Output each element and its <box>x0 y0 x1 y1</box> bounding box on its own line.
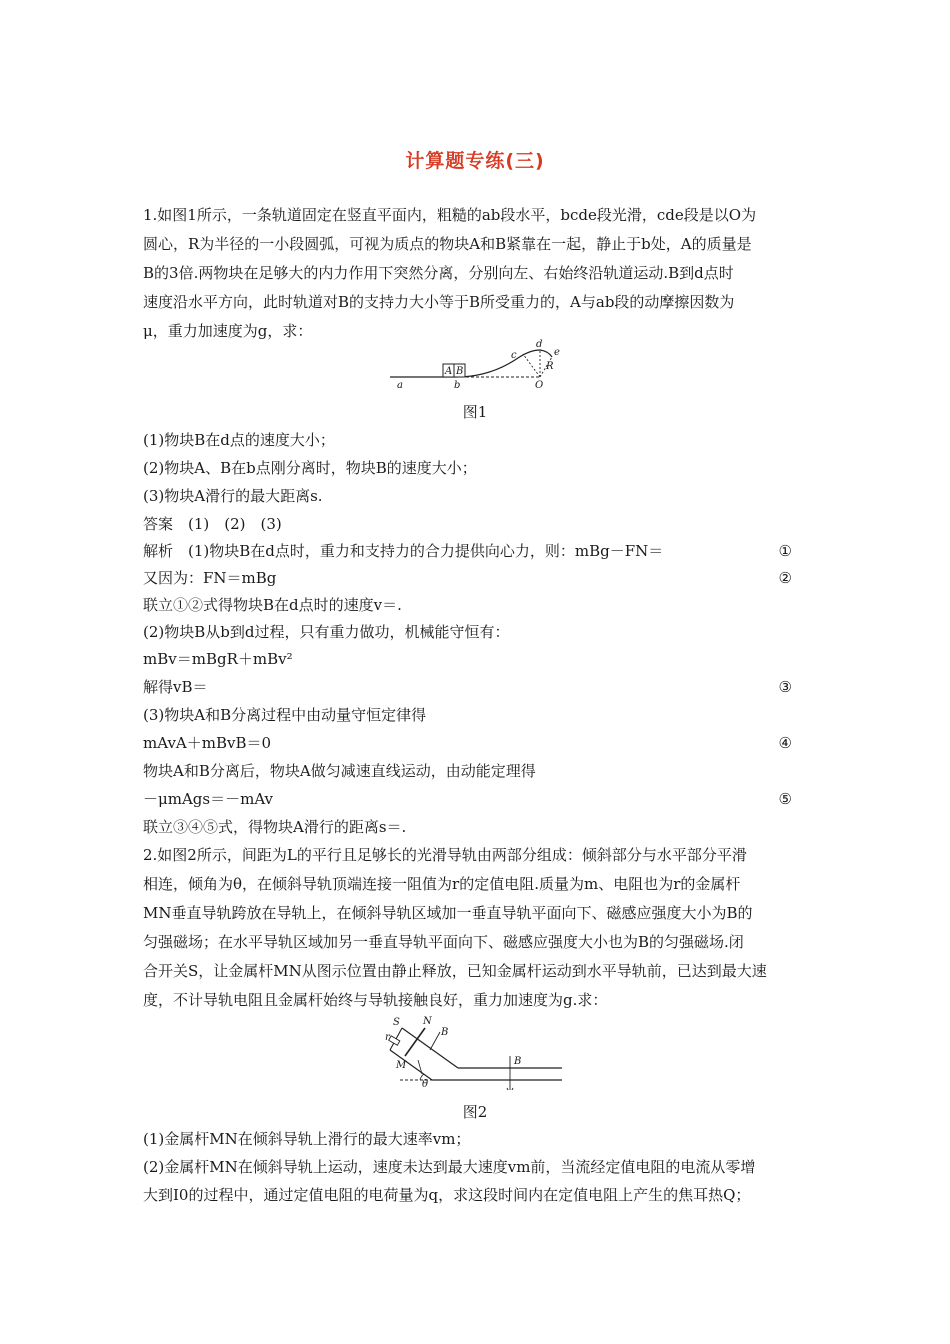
analysis-line: (3)物块A和B分离过程中由动量守恒定律得 <box>143 706 427 724</box>
analysis-line: 联立①②式得物块B在d点时的速度v＝. <box>143 596 402 614</box>
label-d: d <box>536 339 543 350</box>
label-b: b <box>454 380 461 391</box>
q1-line: B的3倍.两物块在足够大的内力作用下突然分离，分别向左、右始终沿轨道运动.B到d点时 <box>143 264 734 282</box>
q1-line: μ，重力加速度为g，求： <box>143 322 313 340</box>
q2-line: MN垂直导轨跨放在导轨上，在倾斜导轨区域加一垂直导轨平面向下、磁感应强度大小为B的 <box>143 904 753 922</box>
q1-line: 1.如图1所示，一条轨道固定在竖直平面内，粗糙的ab段水平，bcde段光滑，cde段是以O为 <box>143 206 757 224</box>
analysis-line: －μmAgs＝－mAv <box>143 790 274 808</box>
q2-line: 度，不计导轨电阻且金属杆始终与导轨接触良好，重力加速度为g.求： <box>143 991 608 1009</box>
figure-1 <box>390 336 570 396</box>
q2-part: 大到I0的过程中，通过定值电阻的电荷量为q，求这段时间内在定值电阻上产生的焦耳热Q； <box>143 1186 751 1204</box>
label-e: e <box>554 347 560 358</box>
q2-line: 2.如图2所示，间距为L的平行且足够长的光滑导轨由两部分组成：倾斜部分与水平部分平滑 <box>143 846 747 864</box>
figure-2-caption: 图2 <box>462 1103 488 1121</box>
label-R: R <box>546 361 554 372</box>
q2-part: (2)金属杆MN在倾斜导轨上运动，速度未达到最大速度vm前，当流经定值电阻的电流从零增 <box>143 1158 756 1176</box>
analysis-line: 物块A和B分离后，物块A做匀减速直线运动，由动能定理得 <box>143 762 536 780</box>
track-bcde <box>456 350 552 377</box>
analysis-line: (2)物块B从b到d过程，只有重力做功，机械能守恒有： <box>143 623 510 641</box>
analysis-line: 联立③④⑤式，得物块A滑行的距离s＝. <box>143 818 407 836</box>
label-O: O <box>535 380 544 391</box>
q1-part: (1)物块B在d点的速度大小； <box>143 431 335 449</box>
resistor-r <box>389 1036 400 1045</box>
q1-part: (3)物块A滑行的最大距离s. <box>143 487 323 505</box>
figure-1-caption: 图1 <box>462 403 488 421</box>
q2-part: (1)金属杆MN在倾斜导轨上滑行的最大速率vm； <box>143 1130 471 1148</box>
equation-number: ③ <box>778 678 792 696</box>
label-A: A <box>445 366 453 377</box>
equation-number: ① <box>778 542 792 560</box>
q2-line: 匀强磁场；在水平导轨区域加另一垂直导轨平面向下、磁感应强度大小也为B的匀强磁场.闭 <box>143 933 744 951</box>
q2-line: 相连，倾角为θ，在倾斜导轨顶端连接一阻值为r的定值电阻.质量为m、电阻也为r的金属杆 <box>143 875 741 893</box>
analysis-line: 解得vB＝ <box>143 678 208 696</box>
figure-2 <box>380 1010 570 1090</box>
label-M: M <box>396 1060 407 1071</box>
page-title: 计算题专练(三) <box>405 150 545 172</box>
label-N: N <box>423 1016 432 1027</box>
equation-number: ⑤ <box>778 790 792 808</box>
q1-line: 速度沿水平方向，此时轨道对B的支持力大小等于B所受重力的，A与ab段的动摩擦因数为 <box>143 293 735 311</box>
label-S: S <box>393 1017 400 1028</box>
label-B: B <box>456 366 464 377</box>
answer-line: 答案 (1) (2) (3) <box>143 515 282 533</box>
label-B1: B <box>441 1027 449 1038</box>
analysis-line: 解析 (1)物块B在d点时，重力和支持力的合力提供向心力，则：mBg－FN＝ <box>143 542 664 560</box>
label-B2: B <box>514 1056 522 1067</box>
label-c: c <box>511 350 517 361</box>
analysis-line: mBv＝mBgR＋mBv² <box>143 650 293 668</box>
radius-oc <box>523 354 540 377</box>
equation-number: ④ <box>778 734 792 752</box>
label-theta: θ <box>422 1079 429 1090</box>
analysis-line: mAvA＋mBvB＝0 <box>143 734 272 752</box>
q1-line: 圆心，R为半径的一小段圆弧，可视为质点的物块A和B紧靠在一起，静止于b处，A的质量是 <box>143 235 752 253</box>
label-r: r <box>385 1032 390 1043</box>
q1-part: (2)物块A、B在b点刚分离时，物块B的速度大小； <box>143 459 477 477</box>
label-a: a <box>397 380 403 391</box>
q2-line: 合开关S，让金属杆MN从图示位置由静止释放，已知金属杆运动到水平导轨前，已达到最大速 <box>143 962 767 980</box>
field-b1-line <box>430 1032 440 1050</box>
equation-number: ② <box>778 569 792 587</box>
analysis-line: 又因为：FN＝mBg <box>143 569 277 587</box>
